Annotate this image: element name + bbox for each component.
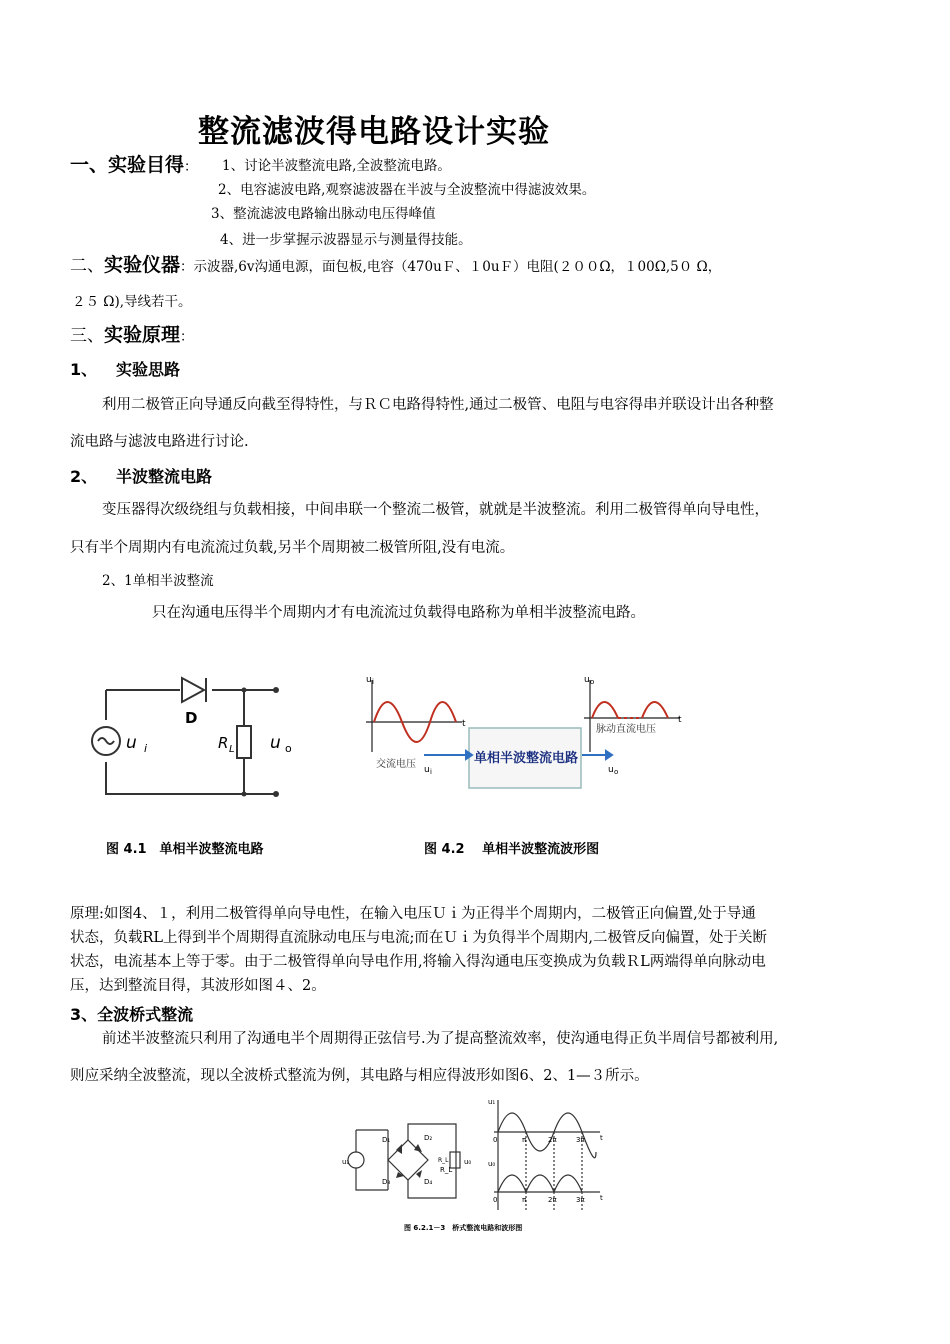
tick-pi-bottom: π xyxy=(522,1196,527,1204)
half-wave-circuit-diagram xyxy=(90,668,310,808)
waveform-right-t-label: t xyxy=(678,715,682,725)
d3-label: D₃ xyxy=(382,1178,391,1186)
rl-subscript: L xyxy=(229,744,235,755)
subsection-1-heading: 实验思路 xyxy=(116,360,181,379)
bridge-inner-rl-label: R_L xyxy=(438,1157,449,1164)
subsection-3-line-2: 则应采纳全波整流，现以全波桥式整流为例，其电路与相应得波形如图6、2、1—３所示。 xyxy=(70,1068,649,1084)
principle-line-2: 状态，负载RL上得到半个周期得直流脉动电压与电流;而在Ｕｉ为负得半个周期内,二极管反向偏置，处于关断 xyxy=(70,930,768,946)
subsection-1-line-1: 利用二极管正向导通反向截至得特性，与ＲＣ电路得特性,通过二极管、电阻与电容得串并联设计出各种整 xyxy=(102,397,774,413)
section-1-colon: ： xyxy=(184,159,198,175)
section-1-heading: 一、实验目得 xyxy=(70,154,185,176)
bridge-rectifier-diagram xyxy=(338,1092,608,1238)
ui-label: u xyxy=(126,733,137,753)
waveform-bottom-y-label: u₀ xyxy=(488,1160,496,1168)
subsection-1-line-2: 流电路与滤波电路进行讨论. xyxy=(70,434,249,450)
figure-6-caption: 图 6.2.1－3 桥式整流电路和波形图 xyxy=(404,1224,523,1232)
input-voltage-label: u xyxy=(424,765,430,775)
d2-label: D₂ xyxy=(424,1134,433,1142)
rl-label: R xyxy=(218,734,229,752)
output-voltage-label: u xyxy=(608,765,614,775)
section-3-heading: 实验原理 xyxy=(104,324,181,346)
principle-paragraph xyxy=(70,902,767,998)
tick-3pi-top: 3π xyxy=(576,1136,585,1144)
principle-line-3: 状态，电流基本上等于零。由于二极管得单向导电作用,将输入得沟通电压变换成为负载ＲL两端得单向脉动电 xyxy=(70,954,766,970)
half-wave-waveform-diagram xyxy=(362,672,682,797)
waveform-bottom-origin: 0 xyxy=(493,1196,498,1204)
objective-4: 4、进一步掌握示波器显示与测量得技能。 xyxy=(220,232,472,248)
input-voltage-subscript: i xyxy=(430,768,432,776)
diode-label: D xyxy=(185,709,198,727)
waveform-right-y-subscript: o xyxy=(590,678,595,686)
objective-2: 2、电容滤波电路,观察滤波器在半波与全波整流中得滤波效果。 xyxy=(218,182,596,198)
rl-label: R_L xyxy=(440,1166,453,1174)
section-3-prefix: 三、 xyxy=(70,326,104,346)
figure-4-2-caption: 图 4.2 单相半波整流波形图 xyxy=(424,842,600,857)
waveform-right-y-label: u xyxy=(584,675,590,685)
subsection-2-num: 2、 xyxy=(70,467,98,486)
tick-2pi-bottom: 2π xyxy=(548,1196,557,1204)
d4-label: D₄ xyxy=(424,1178,433,1186)
section-2-row xyxy=(70,250,721,277)
section-3-colon: ： xyxy=(180,329,194,345)
subsection-3-line-1: 前述半波整流只利用了沟通电半个周期得正弦信号.为了提高整流效率，使沟通电得正负半周信号都被利用, xyxy=(102,1031,779,1047)
objective-3: 3、整流滤波电路输出脉动电压得峰值 xyxy=(211,206,436,222)
subsection-2-1-heading: 2、1单相半波整流 xyxy=(102,573,214,589)
section-2-heading: 实验仪器 xyxy=(104,254,181,276)
input-label: u₁ xyxy=(342,1158,350,1166)
waveform-left-y-subscript: i xyxy=(372,678,374,686)
section-3-row xyxy=(70,320,194,347)
objective-1: 1、讨论半波整流电路,全波整流电路。 xyxy=(222,158,451,174)
waveform-left-t-label: t xyxy=(462,719,466,729)
section-2-text-cont: ２５ Ω),导线若干。 xyxy=(72,294,192,310)
uo-subscript: o xyxy=(285,742,292,755)
section-2-prefix: 二、 xyxy=(70,256,104,276)
waveform-top-origin: 0 xyxy=(493,1136,498,1144)
subsection-2-line-1: 变压器得次级绕组与负载相接，中间串联一个整流二极管，就就是半波整流。利用二极管得单向导电性， xyxy=(102,502,769,518)
waveform-left-y-label: u xyxy=(366,675,372,685)
output-voltage-subscript: o xyxy=(614,768,619,776)
waveform-top-y-label: u₁ xyxy=(488,1098,496,1106)
output-label: u₀ xyxy=(464,1158,472,1166)
section-1-heading-row xyxy=(70,150,198,177)
uo-label: u xyxy=(270,733,281,753)
t-axis-top: t xyxy=(600,1134,603,1142)
d1-label: D₁ xyxy=(382,1136,391,1144)
tick-2pi-top: 2π xyxy=(548,1136,557,1144)
process-box-label: 单相半波整流电路 xyxy=(474,751,579,766)
principle-line-4: 压，达到整流目得，其波形如图４、2。 xyxy=(70,978,326,994)
ui-subscript: i xyxy=(144,742,148,755)
subsection-1-num: 1、 xyxy=(70,360,98,379)
output-label: 脉动直流电压 xyxy=(596,724,656,735)
subsection-3-heading: 3、全波桥式整流 xyxy=(70,1005,194,1024)
page-title: 整流滤波得电路设计实验 xyxy=(198,114,550,150)
subsection-2-line-2: 只有半个周期内有电流流过负载,另半个周期被二极管所阻,没有电流。 xyxy=(70,540,515,556)
input-label: 交流电压 xyxy=(376,759,416,770)
figure-4-1-caption: 图 4.1 单相半波整流电路 xyxy=(106,842,264,857)
tick-pi-top: π xyxy=(522,1136,527,1144)
subsection-2-1-text: 只在沟通电压得半个周期内才有电流流过负载得电路称为单相半波整流电路。 xyxy=(152,605,645,621)
section-2-text: ：示波器,6v沟通电源，面包板,电容（470uＦ、１0uＦ）电阻(２００Ω，１00Ω,5０ Ω， xyxy=(180,259,722,275)
principle-line-1: 原理:如图4、１，利用二极管得单向导电性，在输入电压Ｕｉ为正得半个周期内，二极管正向偏置,处于导通 xyxy=(70,906,756,922)
tick-3pi-bottom: 3π xyxy=(576,1196,585,1204)
subsection-2-heading: 半波整流电路 xyxy=(116,467,213,486)
t-axis-bottom: t xyxy=(600,1194,603,1202)
